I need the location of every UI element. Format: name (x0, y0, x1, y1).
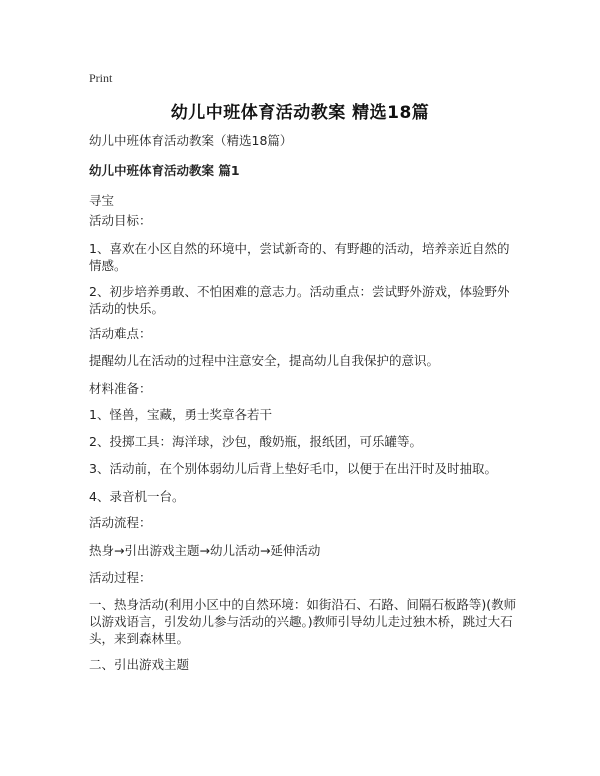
paragraph-activity-name: 寻宝 (89, 193, 115, 208)
print-label: Print (89, 71, 113, 85)
paragraph-goal-2: 2、初步培养勇敢、不怕困难的意志力。活动重点：尝试野外游戏，体验野外活动的快乐。 (89, 284, 510, 316)
paragraph-goal-1: 1、喜欢在小区自然的环境中，尝试新奇的、有野趣的活动，培养亲近自然的情感。 (89, 241, 510, 273)
paragraph-difficulty: 提醒幼儿在活动的过程中注意安全，提高幼儿自我保护的意识。 (89, 353, 440, 368)
paragraph-material-1: 1、怪兽，宝藏，勇士奖章各若干 (89, 407, 272, 422)
paragraph-flow: 热身→引出游戏主题→幼儿活动→延伸活动 (89, 543, 321, 558)
paragraph-material-4: 4、录音机一台。 (89, 489, 185, 504)
paragraph-process-2-heading: 二、引出游戏主题 (89, 657, 190, 672)
paragraph-material-3: 3、活动前，在个别体弱幼儿后背上垫好毛巾，以便于在出汗时及时抽取。 (89, 461, 497, 476)
paragraph-goals-heading: 活动目标： (89, 213, 152, 228)
paragraph-material-2: 2、投掷工具：海洋球，沙包，酸奶瓶，报纸团，可乐罐等。 (89, 434, 422, 449)
paragraph-process-heading: 活动过程： (89, 570, 152, 585)
document-subtitle: 幼儿中班体育活动教案（精选18篇） (89, 133, 293, 148)
paragraph-process-1: 一、热身活动(利用小区中的自然环境：如街沿石、石路、间隔石板路等)(教师以游戏语言，引发幼儿参与活动的兴趣。)教师引导幼儿走过独木桥，跳过大石头，来到森林里。 (89, 597, 517, 646)
paragraph-materials-heading: 材料准备： (89, 381, 152, 396)
paragraph-flow-heading: 活动流程： (89, 515, 152, 530)
section-heading: 幼儿中班体育活动教案 篇1 (89, 163, 240, 178)
paragraph-difficulty-heading: 活动难点： (89, 326, 152, 341)
document-title: 幼儿中班体育活动教案 精选18篇 (170, 103, 430, 123)
